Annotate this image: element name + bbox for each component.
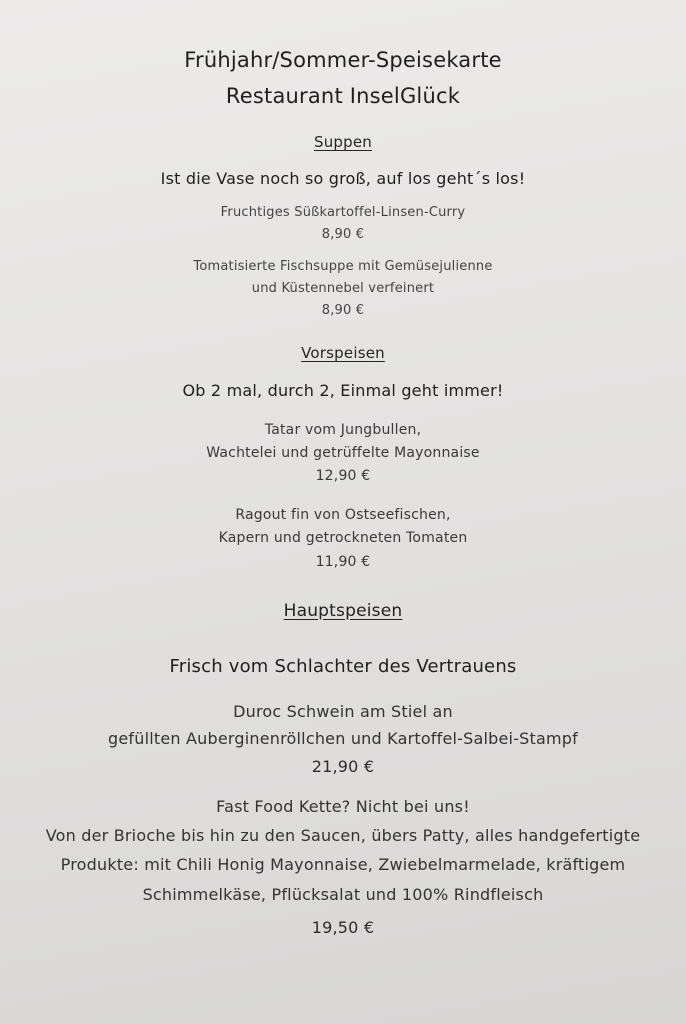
section-heading-hauptspeisen: Hauptspeisen [283,601,403,621]
dish-line: Von der Brioche bis hin zu den Saucen, übers Patty, alles handgefertigte [45,826,641,845]
section-tagline-hauptspeisen: Frisch vom Schlachter des Vertrauens [169,656,517,677]
dish-line: Kapern und getrockneten Tomaten [218,530,468,546]
dish-price: 8,90 € [321,303,365,318]
dish-price: 19,50 € [311,918,375,937]
dish-price: 8,90 € [321,227,365,242]
dish-line: Schimmelkäse, Pflücksalat und 100% Rindfleisch [142,885,544,904]
dish-line: Duroc Schwein am Stiel an [233,702,453,721]
section-tagline-suppen: Ist die Vase noch so groß, auf los geht´s los! [160,169,526,188]
dish-line: Tomatisierte Fischsuppe mit Gemüsejulienne [193,259,493,274]
section-tagline-vorspeisen: Ob 2 mal, durch 2, Einmal geht immer! [182,381,504,400]
dish-price: 11,90 € [315,554,371,570]
dish-line: Ragout fin von Ostseefischen, [235,507,451,523]
menu-title: Frühjahr/Sommer-Speisekarte [184,48,502,72]
dish-line: und Küstennebel verfeinert [251,281,435,296]
dish-price: 21,90 € [311,757,375,776]
restaurant-name: Restaurant InselGlück [225,84,461,108]
dish-price: 12,90 € [315,468,371,484]
dish-line: Wachtelei und getrüffelte Mayonnaise [206,445,480,461]
dish-line: Tatar vom Jungbullen, [264,422,422,438]
dish-line: gefüllten Auberginenröllchen und Kartoffel-Salbei-Stampf [108,729,578,748]
section-heading-suppen: Suppen [313,133,372,151]
dish-line: Produkte: mit Chili Honig Mayonnaise, Zwiebelmarmelade, kräftigem [60,855,626,874]
dish-line: Fast Food Kette? Nicht bei uns! [216,797,470,816]
dish-line: Fruchtiges Süßkartoffel-Linsen-Curry [220,205,466,220]
section-heading-vorspeisen: Vorspeisen [301,344,385,362]
